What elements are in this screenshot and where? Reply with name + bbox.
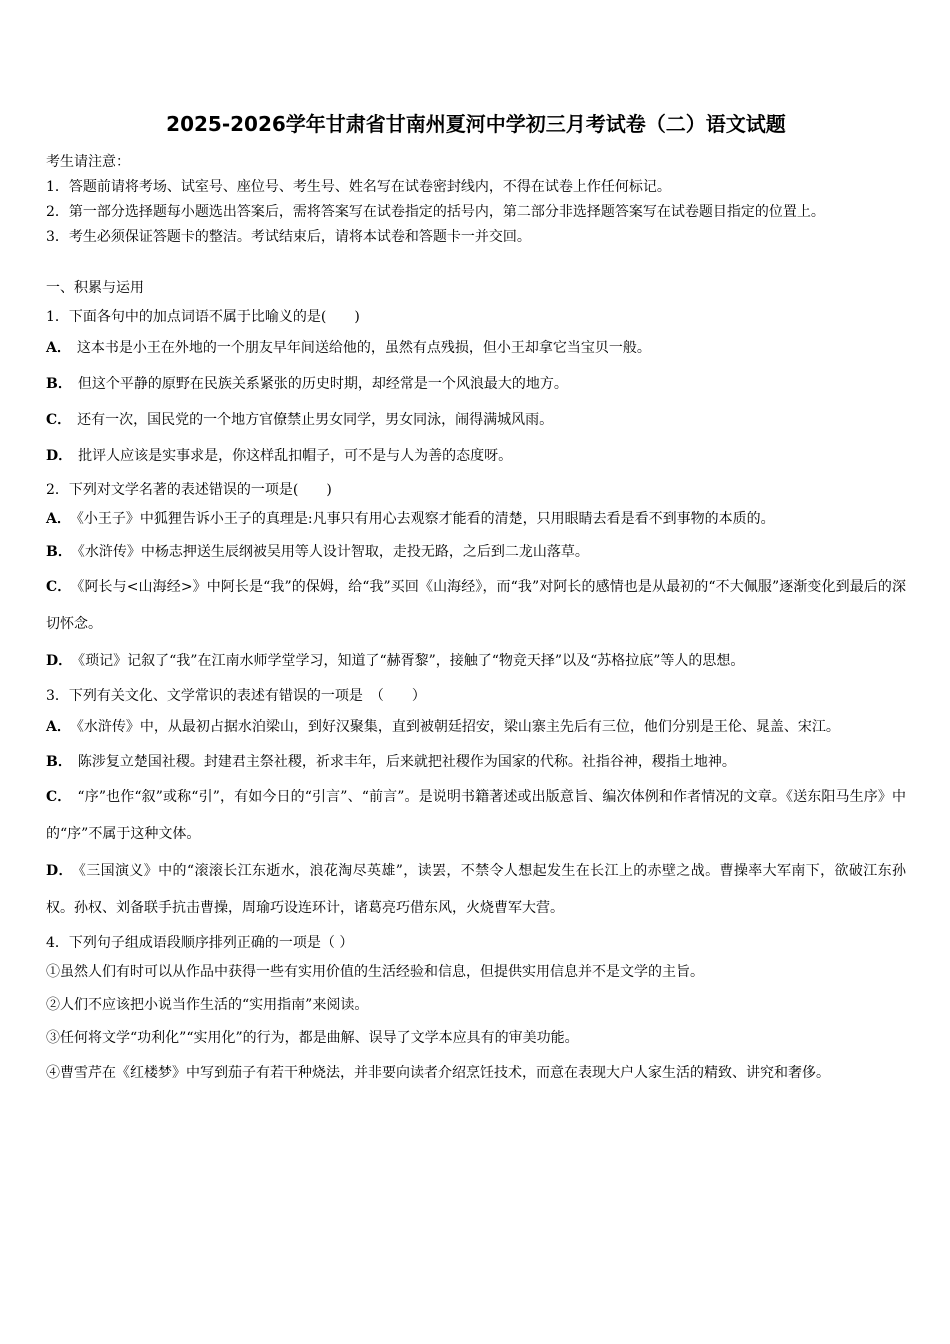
option-text: 《水浒传》中杨志押送生辰纲被吴用等人设计智取，走投无路，之后到二龙山落草。 xyxy=(77,544,589,560)
option-label: D． xyxy=(46,653,73,669)
option-a xyxy=(46,709,906,746)
option-c xyxy=(46,569,906,643)
option-text: 《阿长与<山海经>》中阿长是“我”的保姆，给“我”买回《山海经》，而“我”对阿长的感情也是从最初的“不大佩服”逐渐变化到最后的深切怀念。 xyxy=(46,579,906,632)
option-label: A． xyxy=(46,511,71,527)
option-label: D． xyxy=(46,863,73,879)
option-label: A． xyxy=(46,340,71,356)
option-text: 《琐记》记叙了“我”在江南水师学堂学习，知道了“赫胥黎”，接触了“物竞天择”以及“苏格拉底”等人的思想。 xyxy=(78,653,745,669)
option-text: 《小王子》中狐狸告诉小王子的真理是:凡事只有用心去观察才能看的清楚，只用眼睛去看是看不到事物的本质的。 xyxy=(76,511,775,527)
option-text: “序”也作“叙”或称“引”，有如今日的“引言”、“前言”。是说明书籍著述或出版意旨、编次体例和作者情况的文章。《送东阳马生序》中的“序”不属于这种文体。 xyxy=(46,789,906,842)
option-label: C． xyxy=(46,412,72,428)
notice-block xyxy=(46,150,906,250)
sentence-4: ④曹雪芹在《红楼梦》中写到茄子有若干种烧法，并非要向读者介绍烹饪技术，而意在表现大户人家生活的精致、讲究和奢侈。 xyxy=(46,1065,830,1081)
notice-heading: 考生请注意： xyxy=(46,154,130,170)
question-stem: 3．下列有关文化、文学常识的表述有错误的一项是 （ ） xyxy=(46,688,426,704)
option-text: 还有一次，国民党的一个地方官僚禁止男女同学，男女同泳，闹得满城风雨。 xyxy=(77,412,554,428)
option-label: C． xyxy=(46,579,72,595)
notice-item-1: 1．答题前请将考场、试室号、座位号、考生号、姓名写在试卷密封线内，不得在试卷上作任何标记。 xyxy=(46,179,671,195)
question-3 xyxy=(46,683,906,927)
question-4 xyxy=(46,930,906,1092)
sentence-3: ③任何将文学“功利化”“实用化”的行为，都是曲解、误导了文学本应具有的审美功能。 xyxy=(46,1030,579,1046)
option-label: B． xyxy=(46,544,72,560)
question-stem: 1．下面各句中的加点词语不属于比喻义的是( ) xyxy=(46,309,360,325)
option-d xyxy=(46,853,906,927)
option-c xyxy=(46,402,906,438)
option-label: A． xyxy=(46,719,71,735)
option-text: 《水浒传》中，从最初占据水泊梁山，到好汉聚集，直到被朝廷招安，梁山寨主先后有三位，他们分别是王伦、晁盖、宋江。 xyxy=(76,719,840,735)
option-b xyxy=(46,366,906,402)
option-text: 但这个平静的原野在民族关系紧张的历史时期，却经常是一个风浪最大的地方。 xyxy=(77,376,568,392)
option-label: D． xyxy=(46,448,73,464)
question-stem: 2．下列对文学名著的表述错误的一项是( ) xyxy=(46,482,332,498)
option-label: C． xyxy=(46,789,72,805)
option-b xyxy=(46,536,906,569)
option-a xyxy=(46,503,906,536)
option-label: B． xyxy=(46,754,72,770)
option-d xyxy=(46,643,906,680)
sentence-2: ②人们不应该把小说当作生活的“实用指南”来阅读。 xyxy=(46,997,369,1013)
option-c xyxy=(46,779,906,853)
option-b xyxy=(46,746,906,779)
question-2 xyxy=(46,477,906,680)
notice-item-2: 2．第一部分选择题每小题选出答案后，需将答案写在试卷指定的括号内，第二部分非选择题答案写在试卷题目指定的位置上。 xyxy=(46,204,825,220)
section-heading: 一、积累与运用 xyxy=(46,280,144,296)
option-text: 批评人应该是实事求是，你这样乱扣帽子，可不是与人为善的态度呀。 xyxy=(78,448,513,464)
notice-item-3: 3．考生必须保证答题卡的整洁。考试结束后，请将本试卷和答题卡一并交回。 xyxy=(46,229,531,245)
sentence-1: ①虽然人们有时可以从作品中获得一些有实用价值的生活经验和信息，但提供实用信息并不是文学的主旨。 xyxy=(46,964,704,980)
option-text: 陈涉复立楚国社稷。封建君主祭社稷，祈求丰年，后来就把社稷作为国家的代称。社指谷神，稷指土地神。 xyxy=(77,754,736,770)
exam-title: 2025-2026学年甘肃省甘南州夏河中学初三月考试卷（二）语文试题 xyxy=(166,112,786,136)
question-1 xyxy=(46,304,906,474)
option-text: 这本书是小王在外地的一个朋友早年间送给他的，虽然有点残损，但小王却拿它当宝贝一般。 xyxy=(76,340,651,356)
option-a xyxy=(46,330,906,366)
option-text: 《三国演义》中的“滚滚长江东逝水，浪花淘尽英雄”，读罢，不禁令人想起发生在长江上的赤壁之战。曹操率大军南下，欲破江东孙权。孙权、刘备联手抗击曹操，周瑜巧设连环计，诸葛亮巧借东风，火烧曹军大营。 xyxy=(46,863,907,916)
question-stem: 4．下列句子组成语段顺序排列正确的一项是（ ） xyxy=(46,935,354,951)
option-d xyxy=(46,438,906,474)
option-label: B． xyxy=(46,376,72,392)
